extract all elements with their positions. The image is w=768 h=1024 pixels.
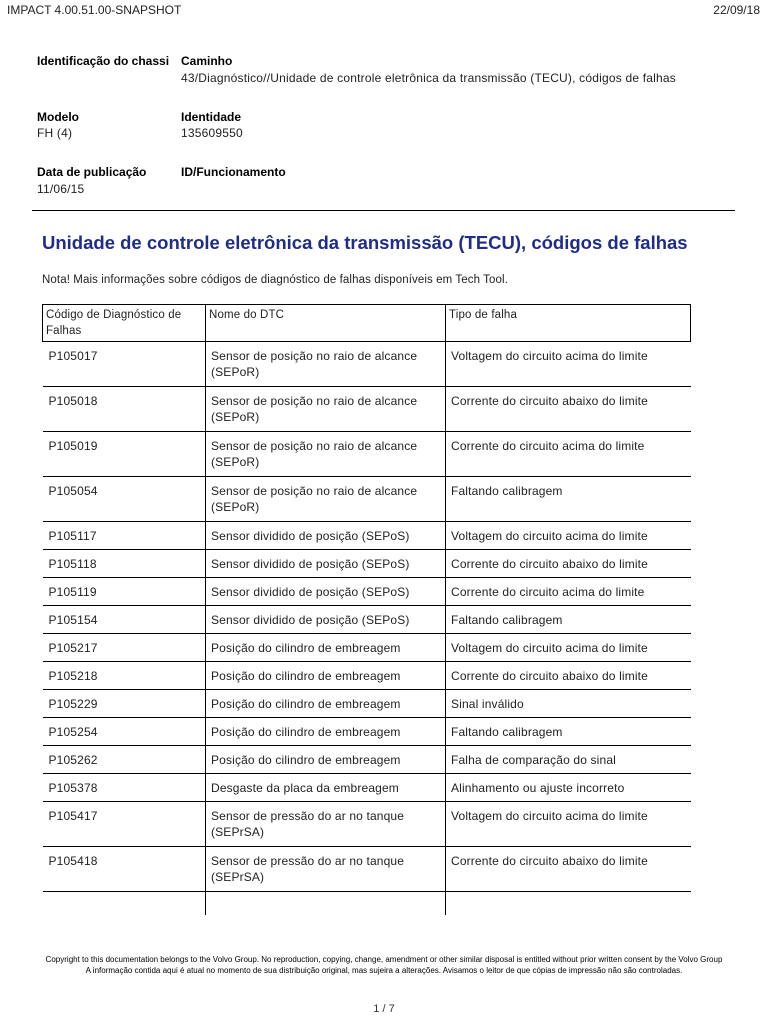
note-text: Nota! Mais informações sobre códigos de diagnóstico de falhas disponíveis em Tech Tool. (42, 274, 508, 286)
dtc-code: P105054 (43, 477, 206, 522)
table-row (43, 342, 691, 387)
table-row (43, 432, 691, 477)
table-row (43, 690, 691, 718)
table-row (43, 522, 691, 550)
table-header-row (43, 305, 691, 342)
dtc-code: P105262 (43, 746, 206, 774)
dtc-code: P105154 (43, 606, 206, 634)
dtc-code: P105019 (43, 432, 206, 477)
dtc-name: Posição do cilindro de embreagem (206, 690, 446, 718)
dtc-code: P105218 (43, 662, 206, 690)
fault-type: Corrente do circuito acima do limite (446, 432, 691, 477)
page-header (7, 3, 760, 19)
page-footer (30, 954, 738, 976)
identity-label: Identidade (181, 110, 242, 124)
dtc-name: Sensor dividido de posição (SEPoS) (206, 578, 446, 606)
table-row (43, 718, 691, 746)
page-title: Unidade de controle eletrônica da transmissão (TECU), códigos de falhas (42, 232, 688, 253)
fault-type: Falha de comparação do sinal (446, 746, 691, 774)
table-row (43, 578, 691, 606)
dtc-code: P105017 (43, 342, 206, 387)
fault-type: Faltando calibragem (446, 718, 691, 746)
publication-date-value: 11/06/15 (37, 182, 85, 196)
dtc-name: Sensor de posição no raio de alcance (SEPoR) (206, 432, 446, 477)
table-row-empty (43, 892, 691, 915)
copyright-notice: Copyright to this documentation belongs to the Volvo Group. No reproduction, copying, change, amendment or other similar disposal is entitled without prior written consent by the Volvo Group (45, 955, 723, 964)
fault-type: Voltagem do circuito acima do limite (446, 802, 691, 847)
publication-date-label: Data de publicação (37, 165, 147, 179)
dtc-name: Sensor dividido de posição (SEPoS) (206, 550, 446, 578)
dtc-code: P105378 (43, 774, 206, 802)
function-label: ID/Funcionamento (181, 165, 286, 179)
fault-type: Alinhamento ou ajuste incorreto (446, 774, 691, 802)
dtc-name: Sensor de posição no raio de alcance (SEPoR) (206, 477, 446, 522)
fault-type: Faltando calibragem (446, 477, 691, 522)
identity-value: 135609550 (181, 126, 243, 140)
model-label: Modelo (37, 110, 79, 124)
dtc-code: P105018 (43, 387, 206, 432)
dtc-code: P105119 (43, 578, 206, 606)
fault-type: Voltagem do circuito acima do limite (446, 342, 691, 387)
dtc-name: Posição do cilindro de embreagem (206, 718, 446, 746)
header-divider (32, 210, 735, 211)
dtc-code: P105229 (43, 690, 206, 718)
column-header-code: Código de Diagnóstico de Falhas (43, 305, 206, 342)
table-row (43, 662, 691, 690)
dtc-code: P105418 (43, 847, 206, 892)
dtc-name: Sensor de posição no raio de alcance (SEPoR) (206, 387, 446, 432)
dtc-name: Sensor de pressão do ar no tanque (SEPrSA) (206, 802, 446, 847)
table-row (43, 550, 691, 578)
fault-type: Faltando calibragem (446, 606, 691, 634)
path-value: 43/Diagnóstico//Unidade de controle eletrônica da transmissão (TECU), códigos de falhas (181, 71, 676, 85)
fault-type: Voltagem do circuito acima do limite (446, 522, 691, 550)
dtc-name: Posição do cilindro de embreagem (206, 662, 446, 690)
table-row (43, 606, 691, 634)
chassis-label: Identificação do chassi (37, 54, 170, 68)
dtc-name: Posição do cilindro de embreagem (206, 634, 446, 662)
fault-type: Corrente do circuito acima do limite (446, 578, 691, 606)
app-version: IMPACT 4.00.51.00-SNAPSHOT (7, 3, 182, 17)
dtc-name: Sensor dividido de posição (SEPoS) (206, 606, 446, 634)
fault-type: Corrente do circuito abaixo do limite (446, 662, 691, 690)
table-row (43, 634, 691, 662)
path-label: Caminho (181, 54, 233, 68)
dtc-code (43, 892, 206, 915)
fault-type: Corrente do circuito abaixo do limite (446, 387, 691, 432)
fault-type: Voltagem do circuito acima do limite (446, 634, 691, 662)
disclaimer-notice: A informação contida aqui é atual no momento de sua distribuição original, mas sujeira a alterações. Avisamos o leitor de que cópias de impressão não são controladas. (85, 966, 683, 975)
dtc-code: P105217 (43, 634, 206, 662)
fault-type: Sinal inválido (446, 690, 691, 718)
dtc-code: P105254 (43, 718, 206, 746)
dtc-table (42, 304, 691, 915)
table-row (43, 847, 691, 892)
dtc-name: Desgaste da placa da embreagem (206, 774, 446, 802)
dtc-name: Posição do cilindro de embreagem (206, 746, 446, 774)
dtc-code: P105118 (43, 550, 206, 578)
print-date: 22/09/18 (713, 3, 760, 17)
dtc-name: Sensor de posição no raio de alcance (SEPoR) (206, 342, 446, 387)
dtc-name: Sensor de pressão do ar no tanque (SEPrSA) (206, 847, 446, 892)
dtc-name: Sensor dividido de posição (SEPoS) (206, 522, 446, 550)
table-row (43, 774, 691, 802)
table-row (43, 802, 691, 847)
dtc-code: P105117 (43, 522, 206, 550)
dtc-code: P105417 (43, 802, 206, 847)
dtc-name (206, 892, 446, 915)
fault-type: Corrente do circuito abaixo do limite (446, 847, 691, 892)
table-row (43, 477, 691, 522)
table-row (43, 387, 691, 432)
fault-type (446, 892, 691, 915)
page-number: 1 / 7 (373, 1003, 395, 1015)
model-value: FH (4) (37, 126, 73, 140)
column-header-name: Nome do DTC (206, 305, 446, 342)
fault-type: Corrente do circuito abaixo do limite (446, 550, 691, 578)
column-header-fault-type: Tipo de falha (446, 305, 691, 342)
table-row (43, 746, 691, 774)
